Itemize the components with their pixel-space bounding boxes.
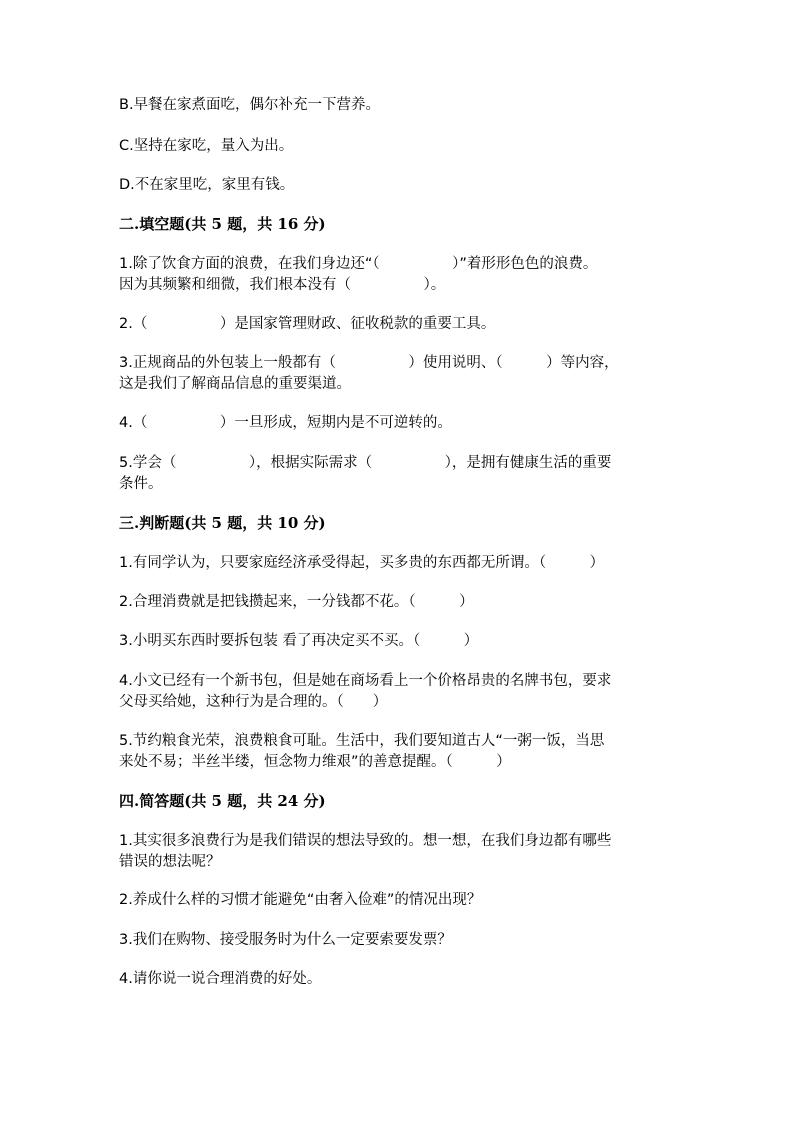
judge-question-2: 2.合理消费就是把钱攒起来，一分钱都不花。（ ）: [119, 594, 474, 610]
judge-question-4-line-1: 4.小文已经有一个新书包，但是她在商场看上一个价格昂贵的名牌书包，要求: [119, 673, 612, 689]
fill-question-3-line-1: 3.正规商品的外包装上一般都有（ ）使用说明、（ ）等内容，: [119, 355, 619, 371]
section-title-true-false: 三.判断题(共 5 题，共 10 分): [119, 514, 326, 532]
fill-question-2: 2.（ ）是国家管理财政、征收税款的重要工具。: [119, 316, 496, 332]
fill-question-1-line-1: 1.除了饮食方面的浪费，在我们身边还“（ ）”着形形色色的浪费。: [119, 256, 598, 272]
short-question-1-line-1: 1.其实很多浪费行为是我们错误的想法导致的。想一想，在我们身边都有哪些: [119, 833, 612, 849]
short-question-3: 3.我们在购物、接受服务时为什么一定要索要发票？: [119, 932, 452, 948]
judge-question-5-line-1: 5.节约粮食光荣，浪费粮食可耻。生活中，我们要知道古人“一粥一饭，当思: [119, 733, 605, 749]
short-question-1-line-2: 错误的想法呢？: [119, 854, 221, 870]
section-title-fill-in: 二.填空题(共 5 题，共 16 分): [119, 215, 326, 233]
judge-question-4-line-2: 父母买给她，这种行为是合理的。（ ）: [119, 694, 388, 710]
judge-question-1: 1.有同学认为，只要家庭经济承受得起，买多贵的东西都无所谓。（ ）: [119, 555, 605, 571]
short-question-2: 2.养成什么样的习惯才能避免“由奢入俭难”的情况出现？: [119, 892, 482, 908]
option-c: C.坚持在家吃，量入为出。: [119, 138, 294, 154]
fill-question-5-line-2: 条件。: [119, 476, 163, 492]
short-question-4: 4.请你说一说合理消费的好处。: [119, 971, 322, 987]
option-b: B.早餐在家煮面吃，偶尔补充一下营养。: [119, 97, 381, 113]
option-d: D.不在家里吃，家里有钱。: [119, 177, 295, 193]
fill-question-1-line-2: 因为其频繁和细微，我们根本没有（ ）。: [119, 277, 446, 293]
fill-question-5-line-1: 5.学会（ ），根据实际需求（ ），是拥有健康生活的重要: [119, 455, 612, 471]
judge-question-5-line-2: 来处不易；半丝半缕，恒念物力维艰”的善意提醒。（ ）: [119, 754, 511, 770]
judge-question-3: 3.小明买东西时要拆包装 看了再决定买不买。（ ）: [119, 633, 479, 649]
section-title-short-answer: 四.简答题(共 5 题，共 24 分): [119, 792, 326, 810]
fill-question-3-line-2: 这是我们了解商品信息的重要渠道。: [119, 376, 351, 392]
fill-question-4: 4.（ ）一旦形成，短期内是不可逆转的。: [119, 415, 452, 431]
